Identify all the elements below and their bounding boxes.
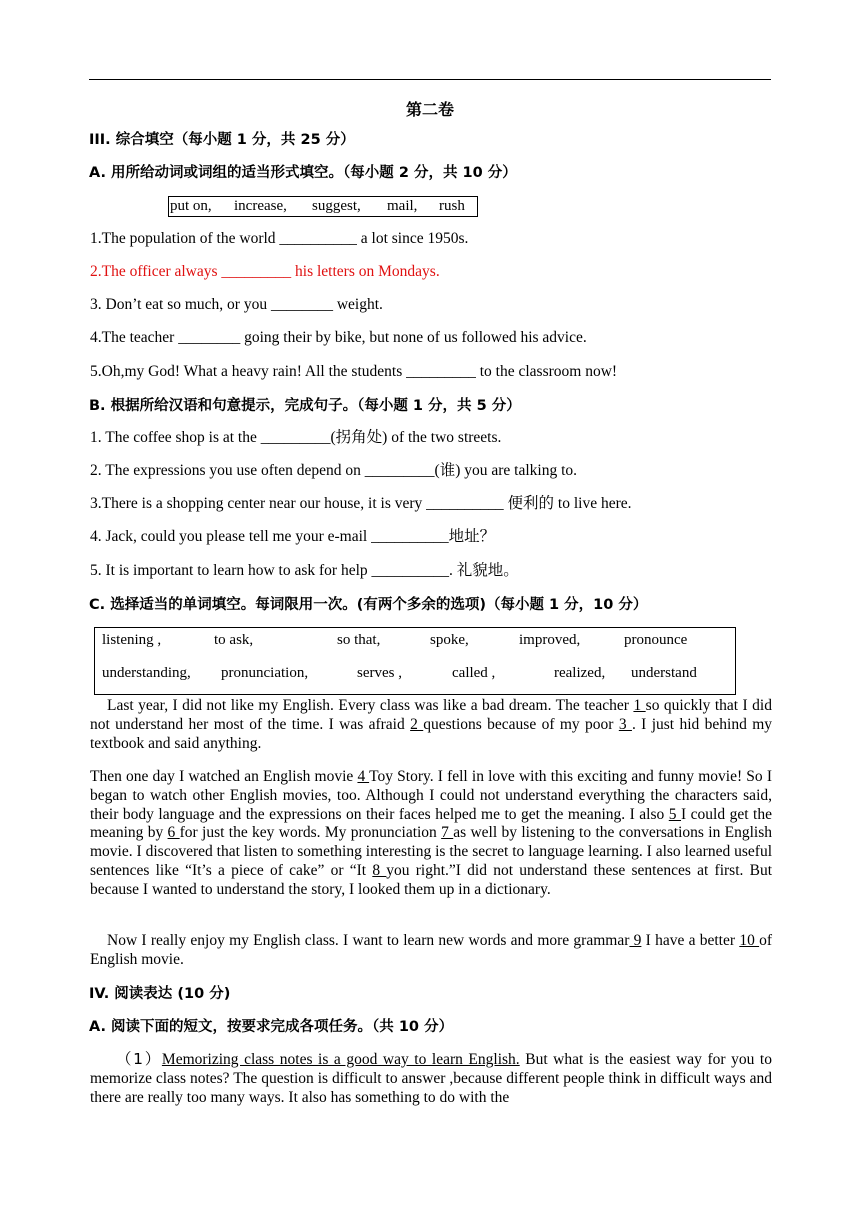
cloze-paragraph-2: Then one day I watched an English movie 4 Toy Story. I fell in love with this exciting and funny movie! So I began to watch other English movies, too. Although I could not understand everything the characters said, their body language and the expressions on their faces helped me to get the meaning. I also 5 I could get the meaning by 6 for just the key words. My pronunciation 7 as well by listening to the conversations in English movie. I discovered that listen to something interesting is the secret to language learning. I also learned useful sentences like “It’s a piece of cake” or “It 8 you right.”I did not understand these sentences at first. But because I wanted to understand the story, I looked them up in a dictionary. <box>90 768 773 898</box>
part3-b-heading: B. 根据所给汉语和句意提示，完成句子。（每小题 1 分，共 5 分） <box>89 398 521 414</box>
word-option: increase, <box>234 198 287 214</box>
blank-1[interactable]: 1 <box>633 697 646 714</box>
option-word: so that, <box>337 632 381 648</box>
part4-heading: IV. 阅读表达 (10 分) <box>89 986 231 1002</box>
cloze-paragraph-1: Last year, I did not like my English. Every class was like a bad dream. The teacher 1 so quickly that I did not understand her most of the time. I was afraid 2 questions because of my poor 3 . I just hid behind my textbook and said anything. <box>90 697 773 752</box>
a-item-4: 4.The teacher ________ going their by bike, but none of us followed his advice. <box>90 329 587 346</box>
b-item-3: 3.There is a shopping center near our house, it is very __________ 便利的 to live here. <box>90 495 632 512</box>
cloze-paragraph-3: Now I really enjoy my English class. I want to learn new words and more grammar 9 I have a better 10 of English movie. <box>90 932 772 968</box>
word-option: put on, <box>170 198 212 214</box>
part4-a-heading: A. 阅读下面的短文，按要求完成各项任务。（共 10 分） <box>89 1019 454 1035</box>
blank-2[interactable]: 2 <box>410 715 424 733</box>
word-option: mail, <box>387 198 418 214</box>
option-word: understand <box>631 665 697 681</box>
option-word: realized, <box>554 665 606 681</box>
blank-9[interactable]: 9 <box>629 932 642 949</box>
option-word: pronounce <box>624 632 688 648</box>
b-item-4: 4. Jack, could you please tell me your e-mail __________地址？ <box>90 528 496 545</box>
blank-4[interactable]: 4 <box>357 768 370 785</box>
blank-5[interactable]: 5 <box>668 805 682 823</box>
option-word: to ask, <box>214 632 254 648</box>
options-box <box>94 627 736 695</box>
option-word: serves , <box>357 665 402 681</box>
section-title: 第二卷 <box>405 100 454 119</box>
option-word: understanding, <box>102 665 191 681</box>
part3-a-heading: A. 用所给动词或词组的适当形式填空。（每小题 2 分，共 10 分） <box>89 165 517 181</box>
underlined-sentence: Memorizing class notes is a good way to learn English. <box>161 1051 520 1068</box>
option-word: called , <box>452 665 496 681</box>
top-divider <box>89 79 771 80</box>
a-item-5: 5.Oh,my God! What a heavy rain! All the students _________ to the classroom now! <box>90 363 618 380</box>
a-item-2: 2.The officer always _________ his letters on Mondays. <box>90 263 440 280</box>
blank-8[interactable]: 8 <box>372 861 387 879</box>
option-word: pronunciation, <box>221 665 309 681</box>
blank-3[interactable]: 3 <box>618 715 632 733</box>
blank-10[interactable]: 10 <box>739 932 760 949</box>
blank-6[interactable]: 6 <box>167 824 180 842</box>
reading-paragraph: （1）Memorizing class notes is a good way to learn English. But what is the easiest way for you to memorize class notes? The question is difficult to answer ,because different people think in difficult ways and there are really too many ways. It also has something to do with the <box>90 1050 772 1106</box>
a-item-1: 1.The population of the world __________ a lot since 1950s. <box>90 230 469 247</box>
part3-heading: III. 综合填空（每小题 1 分，共 25 分） <box>89 132 355 148</box>
a-item-3: 3. Don’t eat so much, or you ________ weight. <box>90 296 383 313</box>
option-word: listening , <box>102 632 162 648</box>
option-word: spoke, <box>430 632 469 648</box>
blank-7[interactable]: 7 <box>441 824 454 842</box>
b-item-1: 1. The coffee shop is at the _________(拐角处) of the two streets. <box>90 429 502 446</box>
word-box <box>168 196 478 217</box>
b-item-2: 2. The expressions you use often depend on _________(谁) you are talking to. <box>90 462 578 479</box>
option-word: improved, <box>519 632 581 648</box>
part3-c-heading: C. 选择适当的单词填空。每词限用一次。(有两个多余的选项)（每小题 1 分，10 分） <box>89 597 648 613</box>
word-option: suggest, <box>312 198 361 214</box>
word-option: rush <box>439 198 465 214</box>
b-item-5: 5. It is important to learn how to ask for help __________. 礼貌地。 <box>90 562 519 579</box>
